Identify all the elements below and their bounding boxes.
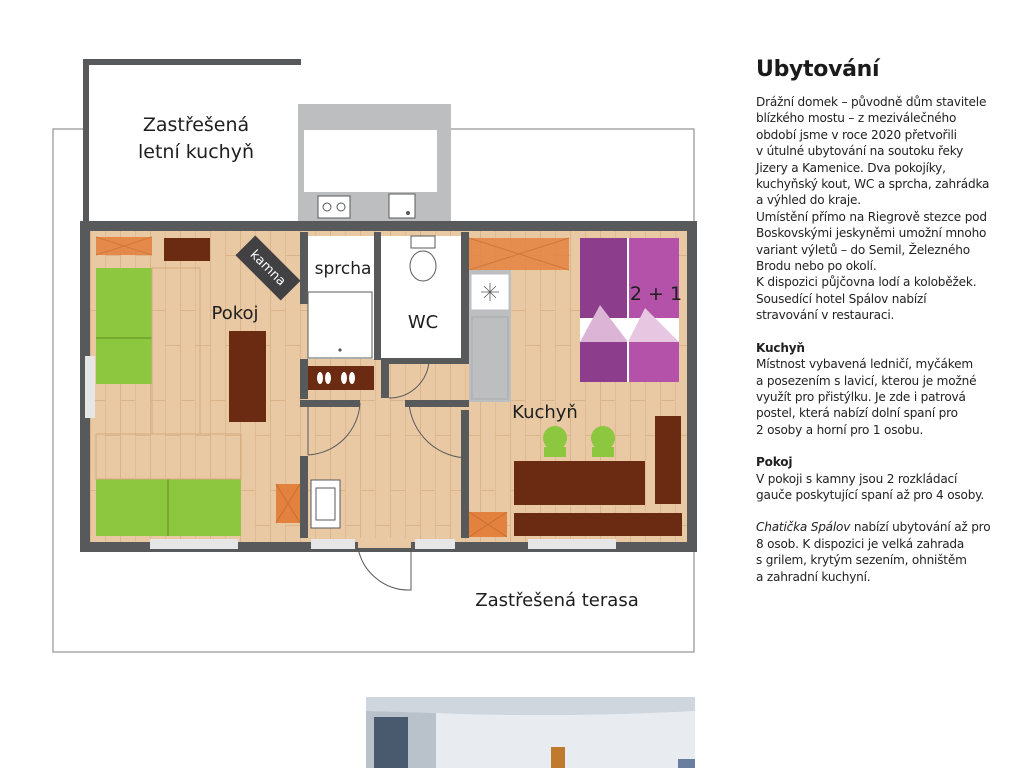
kitchen-label: Kuchyň [512, 402, 578, 423]
shower-tray [308, 292, 372, 358]
bench-right [655, 416, 681, 504]
sofa-top [96, 268, 152, 384]
kitchen-heading: Kuchyň [756, 340, 805, 355]
intro-paragraph: Drážní domek – původně dům stavitele blízkého mostu – z meziválečného období jsme v roce 2020 přetvořili v útulné ubytování na soutoku řeky Jizery a Kamenice. Dva pokojíky, kuchyňský kout, WC a sprcha, zahrádka a výhled do kraje. Umístění přímo na Riegrově stezce pod Boskovskými jeskyněmi umožní mnoho variant výletů – do Semil, Železného Brodu nebo po okolí. K dispozici půjčovna lodí a koloběžek. Sousedící hotel Spálov nabízí stravování v restauraci. [756, 95, 990, 323]
shelf [164, 238, 210, 261]
sink [311, 480, 340, 528]
toilet-bowl [410, 251, 436, 281]
terrace-label: Zastřešená terasa [475, 590, 639, 611]
brand-name: Chatička Spálov [756, 520, 851, 535]
room-paragraph: V pokoji s kamny jsou 2 rozkládací gauče poskytující spaní až pro 4 osoby. [756, 471, 985, 502]
accommodation-text [756, 56, 1002, 585]
room-heading: Pokoj [756, 455, 793, 470]
summer-kitchen-label-2: letní kuchyň [137, 141, 255, 163]
beds-label: 2 + 1 [629, 283, 683, 305]
kitchen-paragraph: Místnost vybavená ledničí, myčákem a posezením s lavicí, kterou je možné využít pro přistýlku. Je zde i patrová postel, která nabízí dolní spaní pro 2 osoby a horní pro 1 osobu. [756, 357, 977, 437]
room-label: Pokoj [211, 303, 259, 324]
page-title: Ubytování [756, 57, 880, 82]
toilet-tank [411, 236, 435, 248]
summer-kitchen-label-1: Zastřešená [142, 114, 250, 136]
shower-label: sprcha [314, 259, 372, 279]
wc-label: WC [407, 312, 439, 333]
bench-bottom [514, 513, 682, 536]
kamna-label: kamna [246, 247, 289, 290]
kitchen-table [514, 461, 645, 505]
interior-photo [366, 697, 695, 768]
table [229, 331, 266, 422]
footer-paragraph: Chatička Spálov nabízí ubytování až pro 8 osob. K dispozici je velká zahrada s grilem, krytým sezením, ohništěm a zahradní kuchyní. [756, 520, 991, 584]
